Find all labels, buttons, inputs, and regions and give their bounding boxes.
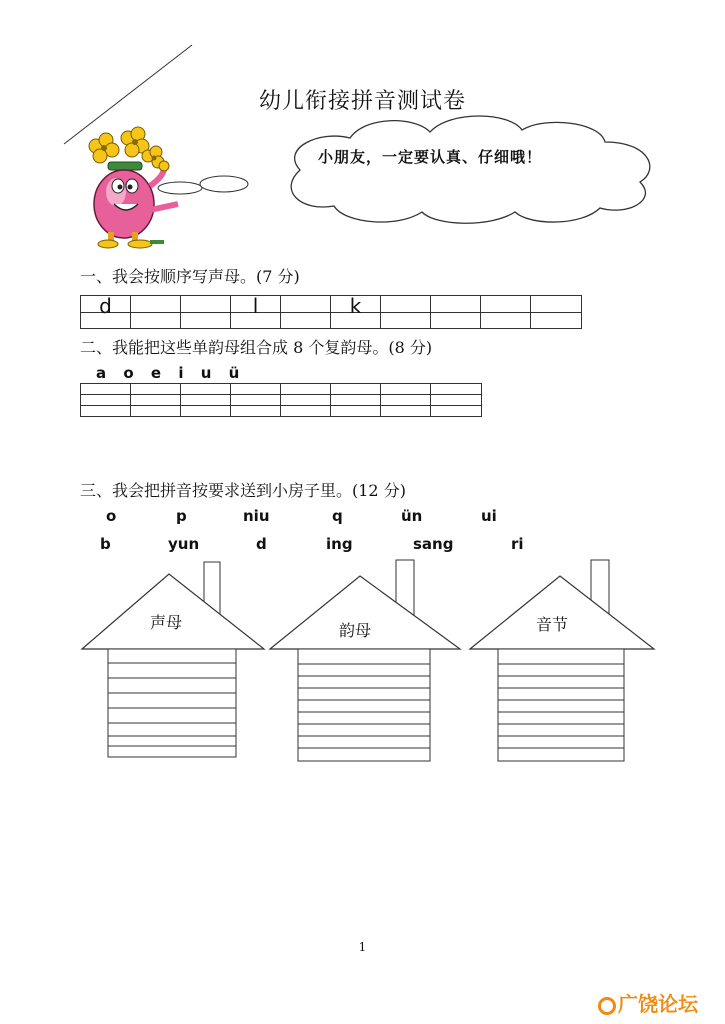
page-number: 1 [358, 940, 367, 954]
vowel-item: ü [228, 364, 242, 382]
grid-cell-3[interactable] [181, 296, 231, 328]
vowel-item: a [96, 364, 109, 382]
pinyin-item: yun [168, 535, 200, 553]
pinyin-item: sang [413, 535, 454, 553]
grid-cell-1[interactable]: d [81, 296, 131, 328]
section-1-heading: 一、我会按顺序写声母。(7 分) [80, 267, 300, 286]
grid-cell-1[interactable] [81, 384, 131, 416]
house-shengmu [78, 558, 268, 763]
house-label-yunmu: 韵母 [339, 621, 372, 640]
vowel-item: e [150, 364, 164, 382]
grid-cell-7[interactable] [381, 384, 431, 416]
pinyin-item: ing [326, 535, 353, 553]
pinyin-item: o [106, 507, 117, 525]
section-2-writing-grid [80, 383, 482, 417]
grid-cell-3[interactable] [181, 384, 231, 416]
section-3-heading: 三、我会把拼音按要求送到小房子里。(12 分) [80, 481, 406, 500]
watermark-g-icon [598, 997, 616, 1015]
grid-cell-6[interactable]: k [331, 296, 381, 328]
pinyin-item: d [256, 535, 267, 553]
vowel-item: i [178, 364, 186, 382]
grid-cell-8[interactable] [431, 384, 481, 416]
house-label-yinjie: 音节 [536, 615, 569, 634]
grid-cell-10[interactable] [531, 296, 581, 328]
cloud-message: 小朋友，一定要认真、仔细哦！ [318, 148, 543, 166]
house-label-shengmu: 声母 [150, 613, 183, 632]
speech-cloud-bubble [150, 108, 660, 228]
house-yunmu [268, 558, 463, 763]
grid-cell-8[interactable] [431, 296, 481, 328]
grid-cell-7[interactable] [381, 296, 431, 328]
pinyin-item: niu [243, 507, 270, 525]
pinyin-item: b [100, 535, 111, 553]
pinyin-item: q [332, 507, 343, 525]
section-2-heading: 二、我能把这些单韵母组合成 8 个复韵母。(8 分) [80, 338, 433, 357]
house-yinjie [468, 558, 658, 763]
watermark-logo: 广饶论坛 [598, 988, 698, 1017]
page-title: 幼儿衔接拼音测试卷 [258, 89, 466, 114]
vowel-item: o [123, 364, 136, 382]
grid-cell-6[interactable] [331, 384, 381, 416]
section-1-writing-grid [80, 295, 582, 329]
grid-cell-4[interactable] [231, 384, 281, 416]
grid-cell-2[interactable] [131, 296, 181, 328]
grid-cell-4[interactable]: l [231, 296, 281, 328]
grid-cell-5[interactable] [281, 384, 331, 416]
grid-cell-9[interactable] [481, 296, 531, 328]
vowel-list [96, 364, 249, 382]
pinyin-item: p [176, 507, 187, 525]
pinyin-item: ri [511, 535, 524, 553]
grid-cell-5[interactable] [281, 296, 331, 328]
pinyin-item: ün [401, 507, 423, 525]
grid-cell-2[interactable] [131, 384, 181, 416]
vowel-item: u [200, 364, 214, 382]
pinyin-item: ui [481, 507, 497, 525]
